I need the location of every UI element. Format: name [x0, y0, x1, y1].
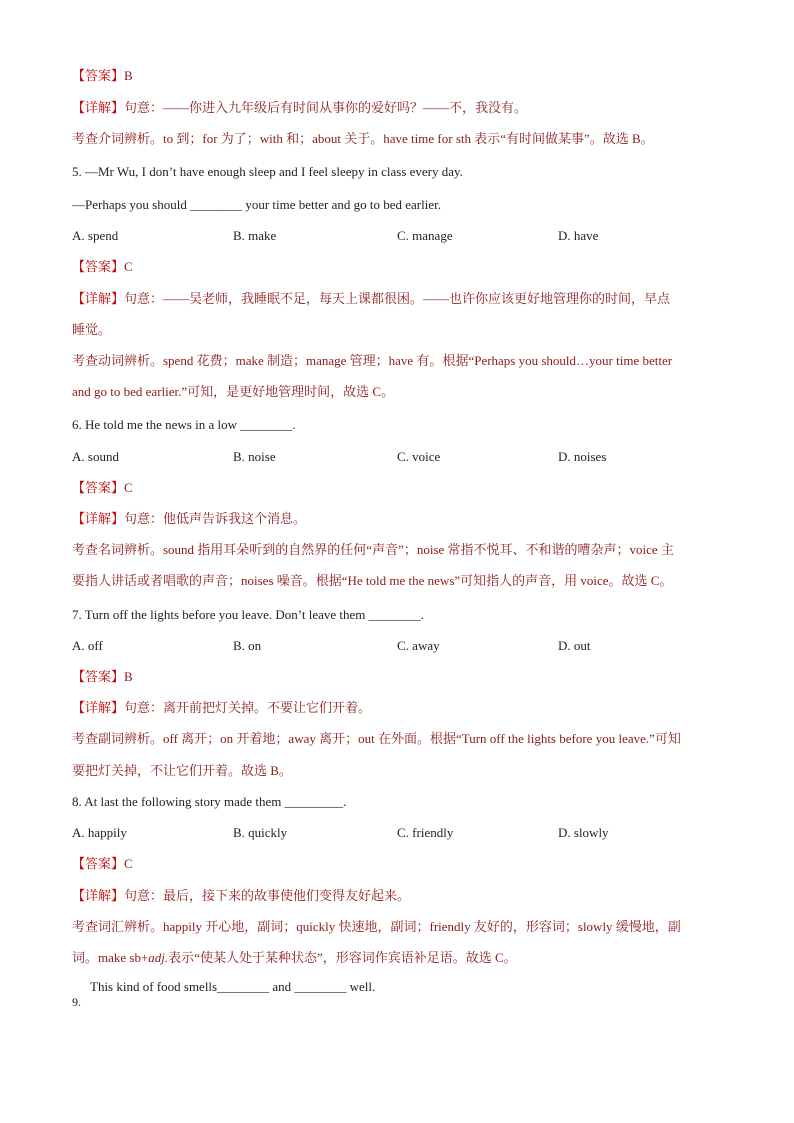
option-b: B. quickly: [233, 825, 288, 840]
detail-line-5-cont: 睡觉。: [72, 322, 112, 337]
option-c: C. voice: [397, 449, 441, 464]
answer-line-7: [72, 669, 732, 685]
answer-line-8: [72, 856, 732, 872]
detail-tag: 【详解】: [72, 291, 125, 306]
answer-value: B: [124, 68, 133, 83]
detail-tag: 【详解】: [72, 700, 125, 715]
question-6: 6. He told me the news in a low ________.: [72, 417, 296, 432]
detail-tag: 【详解】: [72, 511, 125, 526]
explanation-line-6: 考查名词辨析。sound 指用耳朵听到的自然界的任何“声音”；noise 常指不悦耳、不和谐的嘈杂声；voice 主: [72, 542, 674, 557]
answer-value: B: [124, 669, 133, 684]
explanation-line-7: 考查副词辨析。off 离开；on 开着地；away 离开；out 在外面。根据“Turn off the lights before you leave.”可知: [72, 731, 681, 746]
question-7: 7. Turn off the lights before you leave. Don’t leave them ________.: [72, 607, 424, 622]
explanation-line-5-cont: and go to bed earlier.”可知，是更好地管理时间，故选 C。: [72, 384, 395, 399]
answer-value: C: [124, 856, 133, 871]
question-9: This kind of food smells________ and ________ well.: [90, 979, 376, 994]
question-5: 5. —Mr Wu, I don’t have enough sleep and I feel sleepy in class every day.: [72, 164, 463, 179]
option-c: C. away: [397, 638, 440, 653]
option-a: A. spend: [72, 228, 119, 243]
explanation-line-8: 考查词汇辨析。happily 开心地，副词；quickly 快速地，副词；friendly 友好的，形容词；slowly 缓慢地，副: [72, 919, 681, 934]
answer-line-4: [72, 68, 732, 84]
option-a: A. sound: [72, 449, 119, 464]
explanation-text: 表示“使某人处于某种状态”，形容词作宾语补足语。故选 C。: [168, 950, 517, 965]
detail-line-8: [72, 888, 732, 904]
explanation-italic: adj.: [148, 950, 169, 965]
answer-tag: 【答案】: [72, 480, 125, 495]
option-a: A. off: [72, 638, 103, 653]
option-b: B. on: [233, 638, 262, 653]
explanation-line-8-cont: [72, 950, 732, 966]
answer-tag: 【答案】: [72, 259, 125, 274]
question-9-number: 9.: [72, 995, 81, 1009]
detail-line-5: [72, 291, 732, 307]
explanation-line-4: 考查介词辨析。to 到；for 为了；with 和；about 关于。have time for sth 表示“有时间做某事”。故选 B。: [72, 131, 654, 146]
explanation-line-6-cont: 要指人讲话或者唱歌的声音；noises 噪音。根据“He told me the news”可知指人的声音，用 voice。故选 C。: [72, 573, 673, 588]
detail-text: 句意：他低声告诉我这个消息。: [124, 511, 307, 526]
answer-line-5: [72, 259, 732, 275]
option-a: A. happily: [72, 825, 127, 840]
question-8: 8. At last the following story made them _________.: [72, 794, 347, 809]
answer-line-6: [72, 480, 732, 496]
detail-line-7: [72, 700, 732, 716]
detail-text: 句意：最后，接下来的故事使他们变得友好起来。: [124, 888, 411, 903]
detail-text: 句意：——你进入九年级后有时间从事你的爱好吗？——不，我没有。: [124, 100, 528, 115]
answer-tag: 【答案】: [72, 669, 125, 684]
detail-tag: 【详解】: [72, 888, 125, 903]
detail-text: 句意：离开前把灯关掉。不要让它们开着。: [124, 700, 372, 715]
detail-text: 句意：——吴老师，我睡眠不足，每天上课都很困。——也许你应该更好地管理你的时间，早点: [124, 291, 671, 306]
explanation-text: 词。make sb+: [72, 950, 149, 965]
option-d: D. out: [558, 638, 591, 653]
question-5-line-2: —Perhaps you should ________ your time better and go to bed earlier.: [72, 197, 441, 212]
option-c: C. friendly: [397, 825, 454, 840]
answer-value: C: [124, 480, 133, 495]
option-b: B. noise: [233, 449, 276, 464]
detail-line-4: [72, 100, 732, 116]
answer-value: C: [124, 259, 133, 274]
option-d: D. slowly: [558, 825, 609, 840]
option-d: D. noises: [558, 449, 607, 464]
option-d: D. have: [558, 228, 599, 243]
option-c: C. manage: [397, 228, 453, 243]
detail-tag: 【详解】: [72, 100, 125, 115]
option-b: B. make: [233, 228, 277, 243]
explanation-line-5: 考查动词辨析。spend 花费；make 制造；manage 管理；have 有。根据“Perhaps you should…your time better: [72, 353, 673, 368]
detail-line-6: [72, 511, 732, 527]
answer-tag: 【答案】: [72, 68, 125, 83]
answer-tag: 【答案】: [72, 856, 125, 871]
explanation-line-7-cont: 要把灯关掉，不让它们开着。故选 B。: [72, 763, 292, 778]
